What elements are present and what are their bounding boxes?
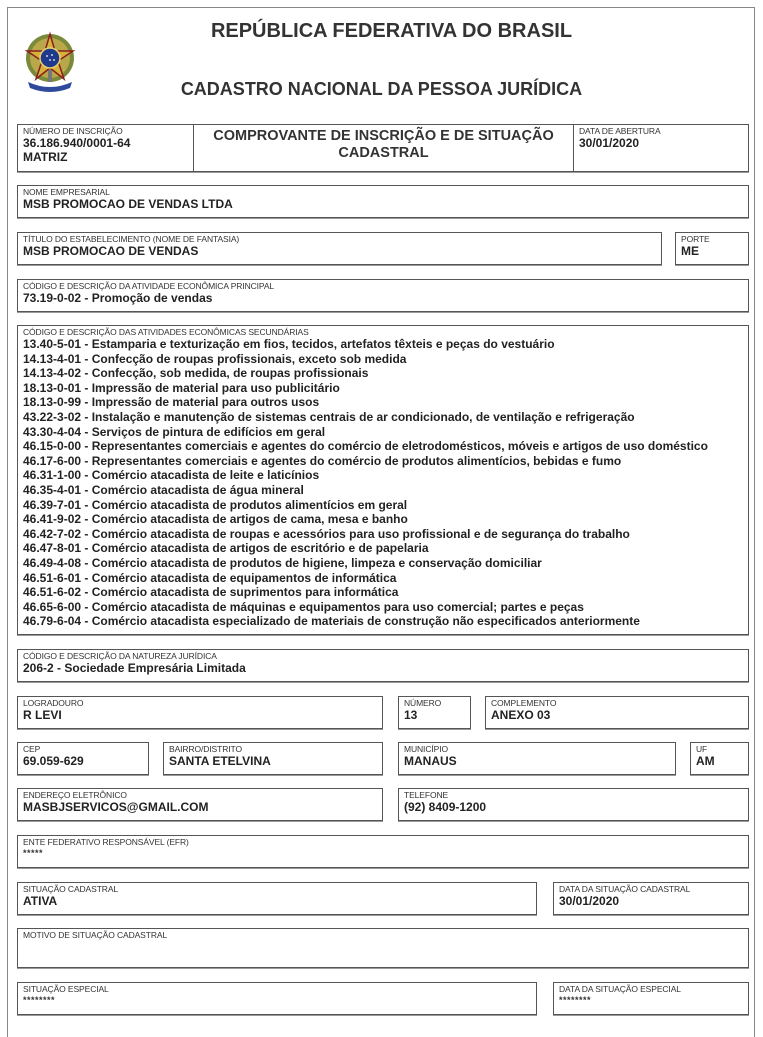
email-field: [17, 788, 383, 821]
porte-field: [675, 232, 749, 265]
list-item: 46.51-6-02 - Comércio atacadista de suprimentos para informática: [23, 585, 399, 600]
email-value: MASBJSERVICOS@GMAIL.COM: [23, 800, 209, 814]
list-item: 46.47-8-01 - Comércio atacadista de artigos de escritório e de papelaria: [23, 541, 429, 556]
data-abertura-value: 30/01/2020: [579, 136, 640, 150]
inscricao-type: MATRIZ: [23, 150, 68, 164]
numero-field: [398, 696, 471, 729]
logradouro-value: R LEVI: [23, 708, 62, 722]
nome-empresarial-field: [17, 185, 749, 218]
municipio-value: MANAUS: [404, 754, 457, 768]
email-label: ENDEREÇO ELETRÔNICO: [23, 790, 127, 800]
atividade-principal-label: CÓDIGO E DESCRIÇÃO DA ATIVIDADE ECONÔMICA PRINCIPAL: [23, 281, 275, 291]
list-item: 46.31-1-00 - Comércio atacadista de leite e laticínios: [23, 468, 320, 483]
motivo-situacao-label: MOTIVO DE SITUAÇÃO CADASTRAL: [23, 930, 168, 940]
list-item: 46.51-6-01 - Comércio atacadista de equipamentos de informática: [23, 570, 397, 585]
data-situacao-especial-value: ********: [559, 995, 592, 1005]
list-item: 43.22-3-02 - Instalação e manutenção de sistemas centrais de ar condicionado, de ventilação e refrigeração: [23, 409, 635, 424]
data-situacao-especial-label: DATA DA SITUAÇÃO ESPECIAL: [559, 984, 681, 994]
data-abertura-label: DATA DE ABERTURA: [579, 126, 661, 136]
list-item: 46.39-7-01 - Comércio atacadista de produtos alimentícios em geral: [23, 497, 408, 512]
list-item: 46.65-6-00 - Comércio atacadista de máquinas e equipamentos para uso comercial; partes e peças: [23, 599, 584, 614]
list-item: 43.30-4-04 - Serviços de pintura de edifícios em geral: [23, 424, 326, 439]
porte-value: ME: [681, 244, 699, 258]
natureza-juridica-label: CÓDIGO E DESCRIÇÃO DA NATUREZA JURÍDICA: [23, 651, 217, 661]
data-situacao-especial-field: [553, 982, 749, 1015]
list-item: 14.13-4-01 - Confecção de roupas profissionais, exceto sob medida: [23, 351, 407, 366]
cep-label: CEP: [23, 744, 41, 754]
document-title-box: [193, 124, 574, 172]
atividades-secundarias-list: [23, 337, 708, 629]
porte-label: PORTE: [681, 234, 710, 244]
motivo-situacao-field: [17, 928, 749, 968]
telefone-value: (92) 8409-1200: [404, 800, 487, 814]
data-situacao-cadastral-label: DATA DA SITUAÇÃO CADASTRAL: [559, 884, 691, 894]
titulo-estabelecimento-label: TÍTULO DO ESTABELECIMENTO (NOME DE FANTASIA): [23, 234, 240, 244]
telefone-field: [398, 788, 749, 821]
list-item: 18.13-0-01 - Impressão de material para uso publicitário: [23, 380, 340, 395]
data-situacao-cadastral-field: [553, 882, 749, 915]
list-item: 46.49-4-08 - Comércio atacadista de produtos de higiene, limpeza e conservação domiciliar: [23, 555, 542, 570]
cep-field: [17, 742, 149, 775]
country-title: REPÚBLICA FEDERATIVA DO BRASIL: [210, 20, 573, 42]
inscricao-field: [17, 124, 194, 172]
list-item: 46.15-0-00 - Representantes comerciais e agentes do comércio de eletrodomésticos, móveis e artigos de uso doméstico: [23, 439, 708, 454]
list-item: 46.41-9-02 - Comércio atacadista de artigos de cama, mesa e banho: [23, 512, 408, 527]
document-title-line1: COMPROVANTE DE INSCRIÇÃO E DE SITUAÇÃO: [213, 128, 554, 144]
numero-label: NÚMERO: [404, 698, 442, 708]
nome-empresarial-label: NOME EMPRESARIAL: [23, 187, 110, 197]
list-item: 46.17-6-00 - Representantes comerciais e agentes do comércio de produtos alimentícios, bebidas e fumo: [23, 453, 622, 468]
municipio-label: MUNICÍPIO: [404, 744, 448, 754]
telefone-label: TELEFONE: [404, 790, 449, 800]
titulo-estabelecimento-field: [17, 232, 662, 265]
inscricao-number: 36.186.940/0001-64: [23, 136, 131, 150]
list-item: 46.79-6-04 - Comércio atacadista especializado de materiais de construção não especificados anteriormente: [23, 614, 640, 629]
data-abertura-field: [573, 124, 749, 172]
registry-title: CADASTRO NACIONAL DA PESSOA JURÍDICA: [180, 79, 583, 99]
efr-value: *****: [23, 848, 44, 858]
atividade-principal-value: 73.19-0-02 - Promoção de vendas: [23, 291, 213, 305]
situacao-cadastral-value: ATIVA: [23, 894, 58, 908]
inscricao-label: NÚMERO DE INSCRIÇÃO: [23, 126, 123, 136]
list-item: 18.13-0-99 - Impressão de material para outros usos: [23, 395, 320, 410]
atividades-secundarias-label: CÓDIGO E DESCRIÇÃO DAS ATIVIDADES ECONÔMICAS SECUNDÁRIAS: [23, 327, 309, 337]
logradouro-label: LOGRADOURO: [23, 698, 84, 708]
uf-field: [690, 742, 749, 775]
list-item: 14.13-4-02 - Confecção, sob medida, de roupas profissionais: [23, 366, 369, 381]
efr-label: ENTE FEDERATIVO RESPONSÁVEL (EFR): [23, 837, 189, 847]
numero-value: 13: [404, 708, 418, 722]
situacao-especial-label: SITUAÇÃO ESPECIAL: [23, 984, 109, 994]
logradouro-field: [17, 696, 383, 729]
nome-empresarial-value: MSB PROMOCAO DE VENDAS LTDA: [23, 197, 233, 211]
situacao-cadastral-field: [17, 882, 537, 915]
bairro-value: SANTA ETELVINA: [169, 754, 271, 768]
list-item: 46.35-4-01 - Comércio atacadista de água mineral: [23, 482, 304, 497]
titulo-estabelecimento-value: MSB PROMOCAO DE VENDAS: [23, 244, 199, 258]
list-item: 46.42-7-02 - Comércio atacadista de roupas e acessórios para uso profissional e de segurança do trabalho: [23, 526, 630, 541]
situacao-cadastral-label: SITUAÇÃO CADASTRAL: [23, 884, 119, 894]
uf-value: AM: [696, 754, 715, 768]
complemento-field: [485, 696, 749, 729]
natureza-juridica-value: 206-2 - Sociedade Empresária Limitada: [23, 661, 246, 675]
bairro-field: [163, 742, 383, 775]
data-situacao-cadastral-value: 30/01/2020: [559, 894, 620, 908]
cep-value: 69.059-629: [23, 754, 84, 768]
complemento-label: COMPLEMENTO: [491, 698, 557, 708]
document-title-line2: CADASTRAL: [338, 145, 429, 161]
atividades-secundarias-field: [17, 325, 749, 635]
efr-field: [17, 835, 749, 868]
situacao-especial-field: [17, 982, 537, 1015]
complemento-value: ANEXO 03: [491, 708, 551, 722]
list-item: 13.40-5-01 - Estamparia e texturização em fios, tecidos, artefatos têxteis e peças do vestuário: [23, 337, 555, 351]
natureza-juridica-field: [17, 649, 749, 682]
uf-label: UF: [696, 744, 708, 754]
municipio-field: [398, 742, 676, 775]
atividade-principal-field: [17, 279, 749, 312]
bairro-label: BAIRRO/DISTRITO: [169, 744, 242, 754]
situacao-especial-value: ********: [23, 995, 56, 1005]
